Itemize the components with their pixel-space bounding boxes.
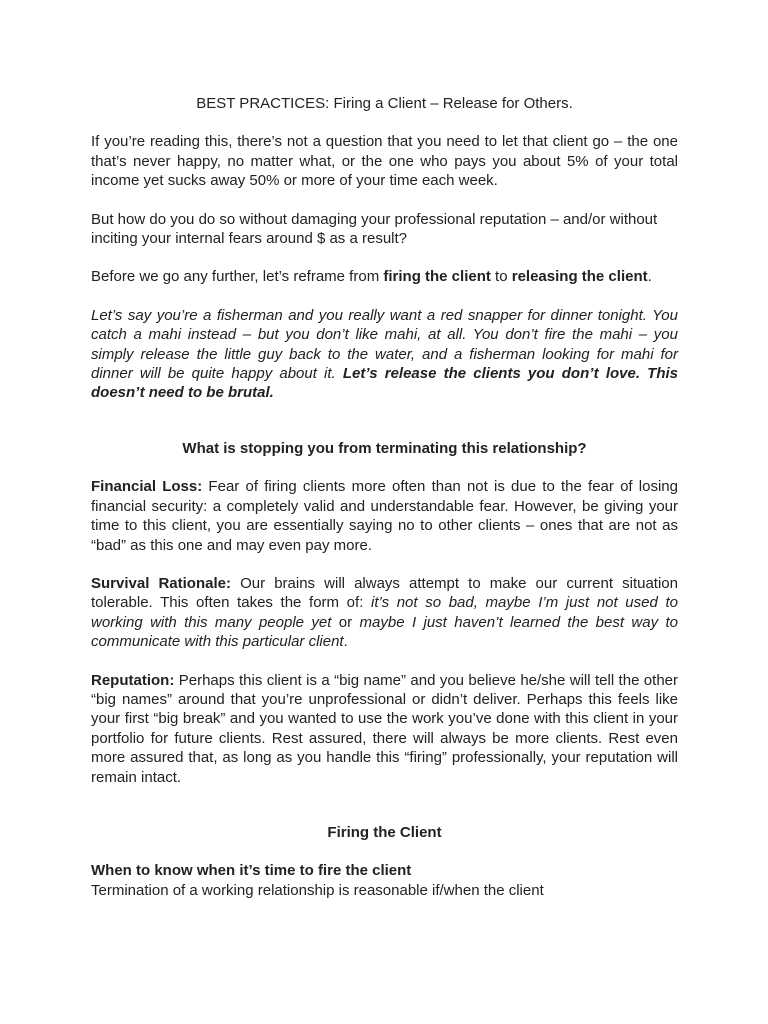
fisherman-paragraph bbox=[91, 306, 678, 403]
survival-italic-1: it’s not so bad, maybe I’m just not used to working with this many people yet bbox=[91, 594, 678, 631]
survival-italic-2: maybe I just haven’t learned the best way to communicate with this particular client bbox=[91, 613, 678, 651]
title-rest: Firing a Client – Release for Others. bbox=[329, 95, 573, 112]
intro-paragraph-1: If you’re reading this, there’s not a question that you need to let that client go – the one that’s never happy, no matter what, or the one who pays you about 5% of your total income yet sucks away 50% or more of your time each week. bbox=[91, 133, 678, 190]
section-heading-firing: Firing the Client bbox=[327, 823, 442, 841]
document-body bbox=[91, 94, 678, 900]
section-heading-stopping: What is stopping you from terminating this relationship? bbox=[182, 439, 587, 457]
financial-loss-text: Fear of firing clients more often than not is due to the fear of losing financial security: a completely valid and understandable fear. However, be giving your time to this client, you are essentially saying no to other clients – ones that are not as “bad” as this one and may even pay more. bbox=[91, 478, 678, 554]
document-title bbox=[91, 94, 678, 113]
intro-paragraph-3 bbox=[91, 267, 678, 286]
financial-loss-label: Financial Loss: bbox=[91, 478, 203, 496]
survival-text-b: or bbox=[331, 613, 360, 631]
reframe-firing: firing the client bbox=[383, 268, 491, 286]
title-prefix: BEST PRACTICES: bbox=[196, 95, 330, 112]
reframe-releasing: releasing the client bbox=[511, 268, 648, 286]
survival-text-c: . bbox=[343, 633, 348, 651]
fisherman-text: Let’s say you’re a fisherman and you really want a red snapper for dinner tonight. You catch a mahi instead – but you don’t like mahi, at all. You don’t fire the mahi – you simply release the little guy back to the water, and a fisherman looking for mahi for dinner will be quite happy about it. bbox=[91, 306, 678, 383]
reputation-paragraph bbox=[91, 671, 678, 787]
intro-paragraph-2: But how do you do so without damaging your professional reputation – and/or without inciting your internal fears around $ as a result? bbox=[91, 210, 658, 248]
reputation-label: Reputation: bbox=[91, 671, 175, 689]
reframe-text-e: . bbox=[647, 268, 652, 286]
reframe-text-c: to bbox=[490, 268, 512, 286]
reputation-text: Perhaps this client is a “big name” and you believe he/she will tell the other “big names” around that you’re unprofessional or didn’t deliver. Perhaps this feels like your first “big break” and you wanted to use the work you’ve done with this client in your portfolio for future clients. Rest assured, there will always be more clients. Rest even more assured that, as long as you handle this “firing” professionally, your reputation will remain intact. bbox=[91, 671, 678, 786]
reframe-text-a: Before we go any further, let’s reframe from bbox=[91, 268, 384, 286]
termination-text: Termination of a working relationship is reasonable if/when the client bbox=[91, 881, 544, 899]
survival-text-a: Our brains will always attempt to make our current situation tolerable. This often takes the form of: bbox=[91, 574, 678, 612]
subheading-when-to-fire: When to know when it’s time to fire the client bbox=[91, 862, 412, 880]
survival-rationale-label: Survival Rationale: bbox=[91, 574, 231, 592]
fisherman-bold-text: Let’s release the clients you don’t love. This doesn’t need to be brutal. bbox=[91, 365, 678, 402]
survival-rationale-paragraph bbox=[91, 574, 678, 652]
financial-loss-paragraph bbox=[91, 477, 678, 555]
